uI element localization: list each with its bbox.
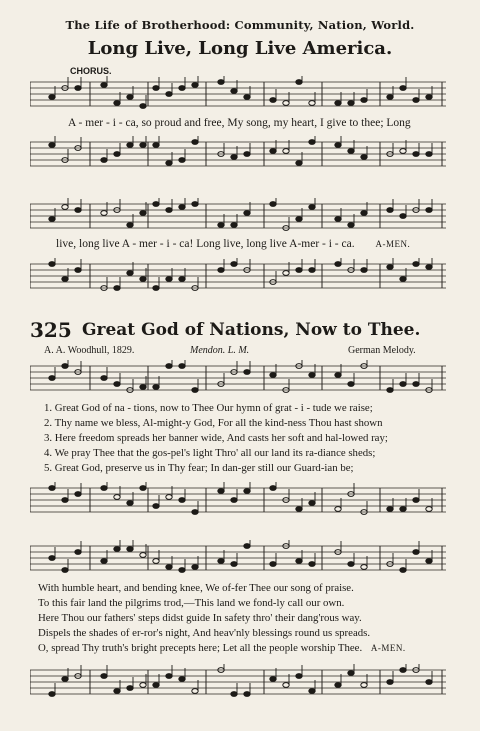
note-head [218,268,224,273]
note-head [244,692,250,697]
note-head [153,385,159,390]
note-head [114,689,120,694]
note-head [413,152,419,157]
note-head [62,277,68,282]
note-head [127,271,133,276]
refrain-line-1: With humble heart, and bending knee, We of-fer Thee our song of praise. [38,582,354,594]
note-head [309,101,315,106]
lyric-line: A - mer - i - ca, so proud and free, My song, my heart, I give to thee; Long [68,117,411,129]
note-head [270,373,276,378]
note-head [166,161,172,166]
note-head [387,208,393,213]
chorus-label: CHORUS. [70,66,112,76]
note-head [127,143,133,148]
note-head [140,277,146,282]
note-head [62,498,68,503]
note-head [400,668,406,673]
note-head [179,86,185,91]
note-head [101,376,107,381]
note-head [127,547,133,552]
note-head [270,562,276,567]
note-head [231,223,237,228]
staff-drawing [30,136,446,172]
note-head [348,223,354,228]
note-head [49,95,55,100]
note-head [192,140,198,145]
note-head [166,92,172,97]
note-head [231,89,237,94]
note-head [244,95,250,100]
amen-label: A-MEN. [375,239,411,249]
note-head [426,208,432,213]
note-head [296,674,302,679]
note-head [400,507,406,512]
note-head [179,498,185,503]
hymn-number: 325 [30,318,72,342]
note-head [127,223,133,228]
note-head [75,492,81,497]
verse-line-2: 2. Thy name we bless, Al-might-y God, For all the kind-ness Thou hast shown [44,417,383,429]
music-staff-bass [30,136,446,172]
note-head [283,149,289,154]
note-head [361,211,367,216]
note-head [218,223,224,228]
note-head [166,674,172,679]
note-head [114,495,120,500]
note-head [387,680,393,685]
note-head [309,689,315,694]
note-head [296,161,302,166]
note-head [49,556,55,561]
note-head [413,550,419,555]
note-head [75,208,81,213]
note-head [426,680,432,685]
note-head [270,486,276,491]
music-staff-bass [30,258,446,294]
note-head [244,370,250,375]
note-head [153,286,159,291]
note-head [140,211,146,216]
note-head [218,80,224,85]
note-head [244,211,250,216]
note-head [309,373,315,378]
note-head [413,498,419,503]
note-head [62,677,68,682]
hymn-title-long-live-america: Long Live, Long Live America. [87,38,393,59]
note-head [426,559,432,564]
note-head [296,217,302,222]
note-head [231,692,237,697]
staff-drawing [30,540,446,576]
refrain-line-4: Dispels the shades of er-ror's night, And heav'nly blessings round us spreads. [38,627,371,639]
note-head [166,277,172,282]
note-head [166,565,172,570]
note-head [426,265,432,270]
note-head [283,101,289,106]
note-head [413,262,419,267]
note-head [140,104,146,109]
note-head [101,158,107,163]
note-head [49,143,55,148]
note-head [192,689,198,694]
music-staff-bass [30,664,446,700]
note-head [101,559,107,564]
note-head [244,544,250,549]
note-head [101,83,107,88]
note-head [361,98,367,103]
note-head [296,507,302,512]
note-head [296,80,302,85]
note-head [309,562,315,567]
note-head [283,271,289,276]
note-head [140,486,146,491]
note-head [309,268,315,273]
note-head [335,262,341,267]
note-head [166,495,172,500]
lyric-line [56,238,476,250]
note-head [426,507,432,512]
note-head [244,152,250,157]
staff-drawing [30,482,446,518]
note-head [361,683,367,688]
note-head [231,498,237,503]
note-head [335,143,341,148]
note-head [114,286,120,291]
note-head [179,205,185,210]
note-head [127,95,133,100]
verse-line-1: 1. Great God of na - tions, now to Thee Our hymn of grat - i - tude we raise; [44,402,373,414]
note-head [49,692,55,697]
note-head [179,677,185,682]
note-head [127,686,133,691]
composer-credit: German Melody. [348,345,416,356]
note-head [101,486,107,491]
note-head [400,277,406,282]
note-head [127,501,133,506]
hymn-title-great-god-of-nations: Great God of Nations, Now to Thee. [82,320,421,340]
refrain-text: O, spread Thy truth's bright precepts here; Let all the people worship Thee. [38,642,363,654]
staff-drawing [30,360,446,396]
note-head [335,683,341,688]
refrain-line-2: To this fair land the pilgrims trod,—This land we fond-ly call our own. [38,597,345,609]
note-head [153,86,159,91]
note-head [153,504,159,509]
music-staff-treble [30,76,446,112]
note-head [140,683,146,688]
note-head [348,149,354,154]
staff-drawing [30,258,446,294]
staff-drawing [30,76,446,112]
note-head [244,489,250,494]
music-staff-treble [30,198,446,234]
note-head [153,143,159,148]
note-head [400,568,406,573]
note-head [348,382,354,387]
note-head [75,268,81,273]
refrain-line-5 [38,642,406,654]
note-head [348,101,354,106]
note-head [387,388,393,393]
note-head [75,550,81,555]
note-head [283,683,289,688]
note-head [179,364,185,369]
music-staff-treble [30,540,446,576]
note-head [270,98,276,103]
note-head [218,489,224,494]
note-head [192,388,198,393]
note-head [62,205,68,210]
note-head [361,565,367,570]
note-head [62,364,68,369]
note-head [361,155,367,160]
verse-line-3: 3. Here freedom spreads her banner wide, And casts her soft and hal-lowed ray; [44,432,388,444]
note-head [49,262,55,267]
note-head [296,559,302,564]
note-head [192,83,198,88]
note-head [62,568,68,573]
note-head [49,376,55,381]
note-head [335,101,341,106]
note-head [179,568,185,573]
note-head [49,486,55,491]
note-head [413,382,419,387]
note-head [270,149,276,154]
note-head [192,510,198,515]
verse-line-5: 5. Great God, preserve us in Thy fear; In dan-ger still our Guard-ian be; [44,462,354,474]
note-head [179,277,185,282]
note-head [114,152,120,157]
note-head [335,217,341,222]
note-head [192,202,198,207]
note-head [101,211,107,216]
note-head [309,205,315,210]
note-head [231,562,237,567]
note-head [387,265,393,270]
note-head [153,202,159,207]
note-head [270,202,276,207]
note-head [153,559,159,564]
note-head [114,547,120,552]
note-head [75,86,81,91]
note-head [231,155,237,160]
note-head [387,95,393,100]
note-head [192,565,198,570]
note-head [101,674,107,679]
note-head [400,214,406,219]
note-head [309,501,315,506]
staff-drawing [30,664,446,700]
section-title: The Life of Brotherhood: Community, Nation, World. [65,18,415,32]
note-head [114,382,120,387]
lyric-text: live, long live A - mer - i - ca! Long live, long live A-mer - i - ca. [56,238,355,250]
author-credit: A. A. Woodhull, 1829. [44,345,135,356]
amen-label: A-MEN. [370,643,406,653]
note-head [270,677,276,682]
note-head [400,149,406,154]
music-staff-bass [30,482,446,518]
note-head [179,158,185,163]
note-head [218,559,224,564]
note-head [348,562,354,567]
note-head [335,507,341,512]
music-staff-treble [30,360,446,396]
staff-drawing [30,198,446,234]
note-head [400,86,406,91]
note-head [335,373,341,378]
note-head [153,683,159,688]
note-head [140,553,146,558]
note-head [426,95,432,100]
note-head [166,364,172,369]
note-head [309,140,315,145]
note-head [400,382,406,387]
note-head [166,208,172,213]
note-head [348,671,354,676]
tune-name: Mendon. L. M. [190,345,250,356]
refrain-line-3: Here Thou our fathers' steps didst guide In safety thro' their dang'rous way. [38,612,362,624]
note-head [426,152,432,157]
note-head [49,217,55,222]
note-head [140,385,146,390]
note-head [387,507,393,512]
verse-line-4: 4. We pray Thee that the gos-pel's light Thro' all our land its ra-diance sheds; [44,447,376,459]
note-head [413,98,419,103]
note-head [361,268,367,273]
note-head [231,262,237,267]
note-head [140,143,146,148]
note-head [296,268,302,273]
note-head [114,101,120,106]
